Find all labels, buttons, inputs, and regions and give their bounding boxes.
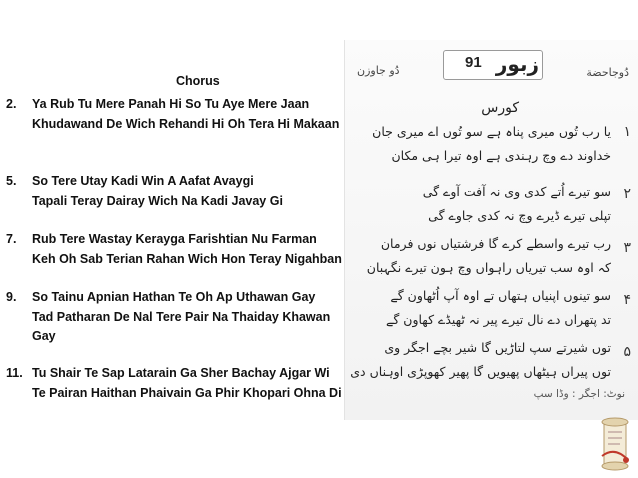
stanza-number: 11. (6, 366, 23, 380)
scan-verse-line: سو تینوں اپنیاں ہتھاں تے اوہ آپ اُٹھاون گے (390, 288, 611, 303)
scanned-hymn-page (344, 40, 638, 420)
stanza-line: Khudawand De Wich Rehandi Hi Oh Tera Hi Makaan (32, 116, 340, 131)
scan-verse-line: رب تیرے واسطے کرے گا فرشتیاں نوں فرمان (380, 236, 611, 251)
scan-right-note: دُوجاحضة (586, 66, 629, 79)
stanza-line: So Tainu Apnian Hathan Te Oh Ap Uthawan Gay (32, 290, 316, 304)
scan-verse-number: ۱ (623, 124, 631, 140)
scan-verse-number: ۳ (623, 240, 631, 256)
scan-verse-number: ۲ (623, 186, 631, 202)
stanza-number: 2. (6, 97, 17, 111)
scan-verse-line: خداوند دے وچ رہندی ہے اوہ تیرا ہی مکان (391, 148, 611, 163)
stanza-line: Tad Patharan De Nal Tere Pair Na Thaiday Khawan (32, 309, 331, 324)
stanza-line: Rub Tere Wastay Kerayga Farishtian Nu Farman (32, 232, 317, 246)
stanza-line: Tu Shair Te Sap Latarain Ga Sher Bachay Ajgar Wi (32, 366, 330, 380)
scan-verse-line: تد پتھراں دے نال تیرے پیر نہ ٹھیڈے کھاون گے (386, 312, 611, 327)
stanza-line: So Tere Utay Kadi Win A Aafat Avaygi (32, 174, 254, 188)
stanza-line: Te Pairan Haithan Phaivain Ga Phir Khopari Ohna Di (32, 385, 342, 400)
stanza-line: Gay (32, 329, 56, 343)
scan-verse-line: یا رب تُوں میری پناہ ہے سو تُوں اے میری جان (372, 124, 611, 139)
scan-verse-line: کہ اوہ سب تیریاں راہواں وچ ہون تیرے نگہبان (366, 260, 611, 275)
scan-footnote: نوٹ: اجگر : وڈا سپ (533, 388, 625, 400)
scan-left-note: دُو جاوزن (357, 64, 400, 77)
scan-verse-line: توں پیراں ہیٹھاں پھیویں گا پھیر کھوپڑی اوہناں دی (350, 364, 611, 379)
stanza-number: 9. (6, 290, 17, 304)
scroll-icon (596, 416, 634, 474)
stanza-line: Keh Oh Sab Terian Rahan Wich Hon Teray Nigahban (32, 251, 342, 266)
chorus-label: Chorus (176, 74, 220, 88)
scan-verse-line: تپلی تیرے ڈیرے وچ نہ کدی جاوے گی (428, 208, 611, 223)
scan-verse-number: ۴ (623, 292, 631, 308)
scan-verse-number: ۵ (623, 344, 631, 360)
stanza-number: 5. (6, 174, 17, 188)
scan-verse-line: سو تیرے اُتے کدی وی نہ آفت آوے گی (422, 184, 611, 199)
stanza-number: 7. (6, 232, 17, 246)
scan-title: زبور (495, 52, 539, 76)
hymn-number: 91 (465, 54, 482, 71)
scan-verse-line: توں شیرتے سپ لتاڑیں گا شیر بچے اجگر وی (384, 340, 611, 355)
stanza-line: Tapali Teray Dairay Wich Na Kadi Javay Gi (32, 193, 283, 208)
stanza-line: Ya Rub Tu Mere Panah Hi So Tu Aye Mere Jaan (32, 97, 310, 111)
scan-chorus-label: کورس (481, 100, 519, 116)
